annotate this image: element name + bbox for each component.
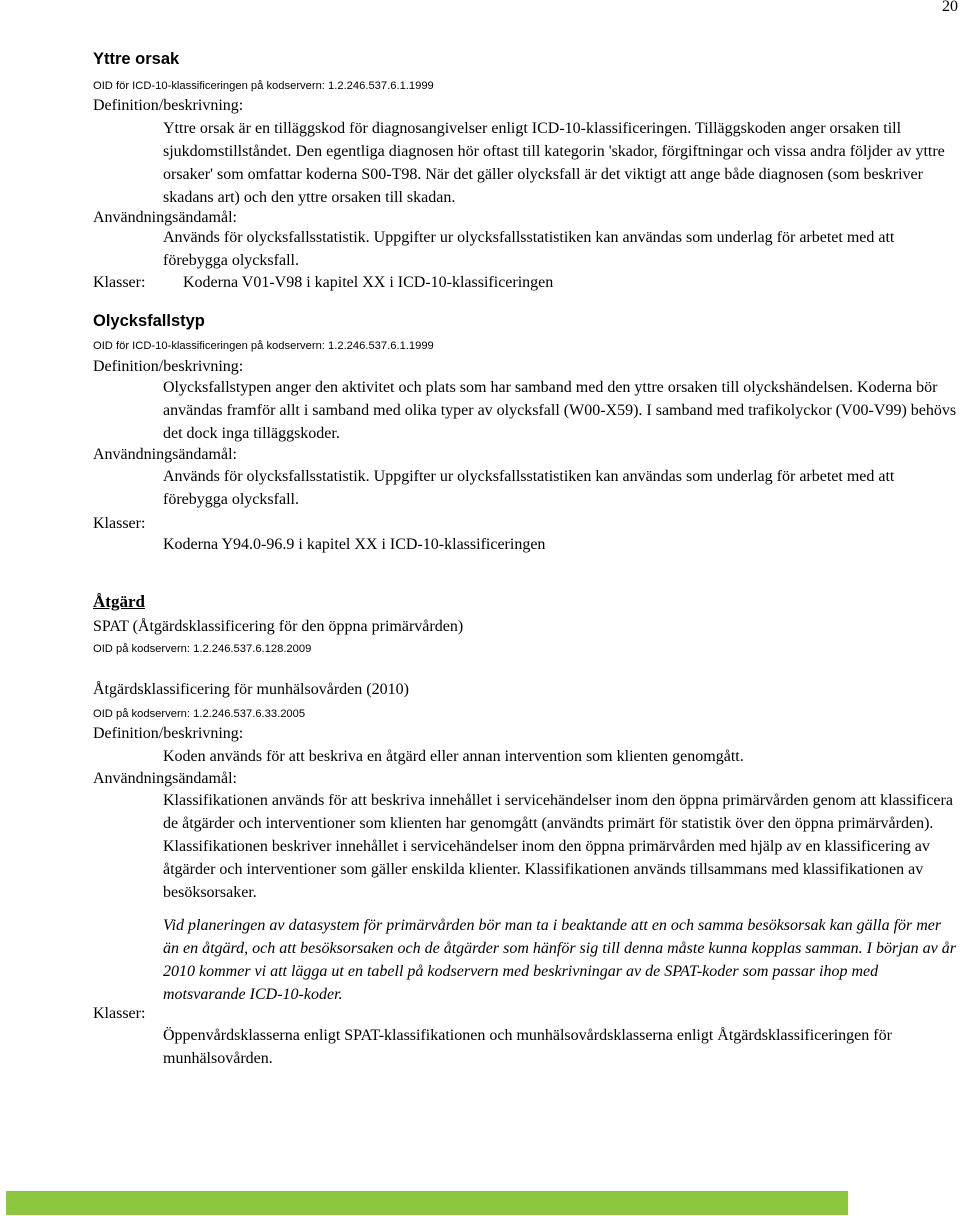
definition-text: Yttre orsak är en tilläggskod för diagnosangivelser enligt ICD-10-klassificeringen. Tilläggskoden anger orsaken till sjukdomstillståndet. Den egentliga diagnosen hör oftast till kategorin 'skador, förgiftningar och vissa andra följder av yttre orsaker' som omfattar koderna S00-T98. När det gäller olycksfall är det viktigt att ange både diagnosen (som beskriver skadans art) och den yttre orsaken till skadan. [163, 120, 945, 206]
oral-care-oid-line: OID på kodservern: 1.2.246.537.6.33.2005 [93, 708, 306, 720]
spat-oid-line: OID på kodservern: 1.2.246.537.6.128.2009 [93, 643, 312, 655]
oid-line: OID för ICD-10-klassificeringen på kodservern: 1.2.246.537.6.1.1999 [93, 80, 434, 92]
section-title-olycksfallstyp: Olycksfallstyp [93, 312, 205, 330]
classes-label: Klasser: [93, 274, 146, 291]
usage-label: Användningsändamål: [93, 446, 237, 463]
footer-color-bar [6, 1191, 848, 1215]
usage-text: Används för olycksfallsstatistik. Uppgifter ur olycksfallsstatistiken kan användas som underlag för arbetet med att förebygga olycksfall. [163, 468, 895, 508]
definition-text: Olycksfallstypen anger den aktivitet och plats som har samband med den yttre orsaken till olyckshändelsen. Koderna bör användas framför allt i samband med olika typer av olycksfall (W00-X59). I samband med trafikolyckor (V00-V99) behövs det dock inga tilläggskoder. [163, 379, 957, 442]
section-title-atgard: Åtgärd [93, 592, 145, 611]
spat-line: SPAT (Åtgärdsklassificering för den öppna primärvården) [93, 618, 464, 635]
usage-text: Används för olycksfallsstatistik. Uppgifter ur olycksfallsstatistiken kan användas som underlag för arbetet med att förebygga olycksfall. [163, 229, 895, 269]
italic-planning-note: Vid planeringen av datasystem för primärvården bör man ta i beaktande att en och samma besöksorsak kan gälla för mer än en åtgärd, och att besöksorsaken och de åtgärder som hänför sig till denna måste kunna kopplas samman. I början av år 2010 kommer vi att lägga ut en tabell på kodservern med beskrivningar av de SPAT-koder som passar ihop med motsvarande ICD-10-koder. [163, 917, 956, 1003]
classes-label: Klasser: [93, 515, 146, 532]
definition-label: Definition/beskrivning: [93, 358, 244, 375]
page-number: 20 [942, 0, 958, 15]
usage-label: Användningsändamål: [93, 770, 237, 787]
classes-text: Öppenvårdsklasserna enligt SPAT-klassifikationen och munhälsovårdsklasserna enligt Åtgärdsklassificeringen för munhälsovården. [163, 1027, 892, 1067]
definition-label: Definition/beskrivning: [93, 725, 244, 742]
classes-text: Koderna Y94.0-96.9 i kapitel XX i ICD-10-klassificeringen [163, 536, 546, 553]
classes-label: Klasser: [93, 1005, 146, 1022]
definition-label: Definition/beskrivning: [93, 97, 244, 114]
classes-text: Koderna V01-V98 i kapitel XX i ICD-10-klassificeringen [183, 274, 554, 291]
usage-label: Användningsändamål: [93, 209, 237, 226]
oral-care-line: Åtgärdsklassificering för munhälsovården (2010) [93, 681, 409, 698]
usage-text: Klassifikationen används för att beskriva innehållet i servicehändelser inom den öppna primärvården genom att klassificera de åtgärder och interventioner som klienten har genomgått (användts primärt för statistik över den öppna primärvården). Klassifikationen beskriver innehållet i servicehändelser inom den öppna primärvården med hjälp av en klassificering av åtgärder och interventioner som gäller enskilda klienter. Klassifikationen används tillsammans med klassifikationen av besöksorsaker. [163, 792, 953, 901]
oid-line: OID för ICD-10-klassificeringen på kodservern: 1.2.246.537.6.1.1999 [93, 340, 434, 352]
definition-text: Koden används för att beskriva en åtgärd eller annan intervention som klienten genomgått. [163, 748, 744, 765]
section-title-yttre-orsak: Yttre orsak [93, 50, 180, 68]
